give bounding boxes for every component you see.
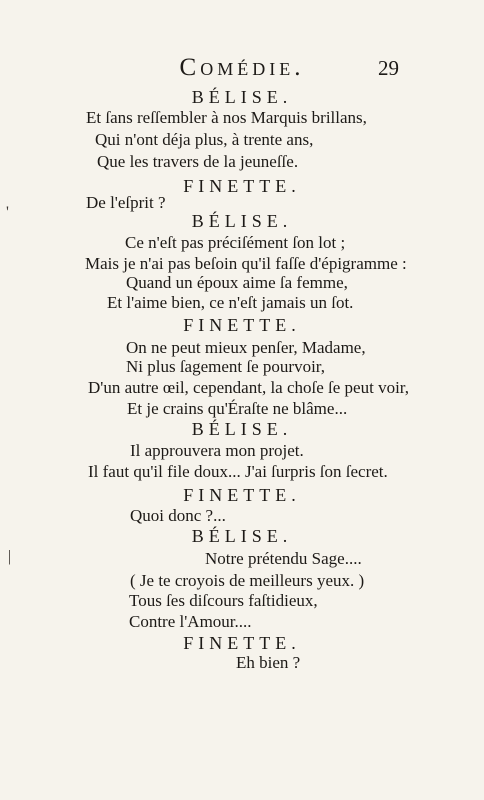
speaker-name: FINETTE.: [183, 633, 301, 653]
verse-line: Tous ſes diſcours faſtidieux,: [129, 591, 318, 610]
verse-line: Quand un époux aime ſa femme,: [126, 273, 348, 292]
speaker-name: BÉLISE.: [191, 419, 293, 439]
verse-line: Mais je n'ai pas beſoin qu'il faſſe d'épigramme :: [85, 254, 407, 273]
verse-line: Quoi donc ?...: [130, 506, 226, 525]
verse-line: Et je crains qu'Éraſte ne blâme...: [127, 399, 348, 418]
verse-line: Eh bien ?: [236, 653, 301, 672]
verse-line: Il approuvera mon projet.: [130, 441, 304, 460]
speaker-name: BÉLISE.: [191, 211, 293, 231]
speaker-name: FINETTE.: [183, 485, 301, 505]
verse-line: Qui n'ont déja plus, à trente ans,: [95, 130, 314, 149]
verse-line: Contre l'Amour....: [129, 612, 252, 631]
verse-line: ( Je te croyois de meilleurs yeux. ): [130, 571, 365, 590]
verse-line: Et ſans reſſembler à nos Marquis brillans,: [86, 108, 367, 127]
verse-line: On ne peut mieux penſer, Madame,: [126, 338, 366, 357]
verse-line: Et l'aime bien, ce n'eſt jamais un ſot.: [107, 293, 354, 312]
verse-line: D'un autre œil, cependant, la choſe ſe peut voir,: [88, 378, 410, 397]
verse-line: Que les travers de la jeuneſſe.: [97, 152, 299, 171]
running-header-title: Comédie.: [179, 54, 305, 81]
margin-mark-lower: |: [8, 548, 12, 565]
speaker-name: FINETTE.: [183, 176, 301, 196]
speaker-name: BÉLISE.: [191, 87, 293, 107]
verse-line: Ni plus ſagement ſe pourvoir,: [126, 357, 326, 376]
page-number: 29: [378, 56, 399, 80]
verse-line: Notre prétendu Sage....: [205, 549, 362, 568]
verse-line: De l'eſprit ?: [86, 193, 166, 212]
speaker-name: BÉLISE.: [191, 526, 293, 546]
verse-line: Ce n'eſt pas préciſément ſon lot ;: [125, 233, 346, 252]
speaker-name: FINETTE.: [183, 315, 301, 335]
verse-line: Il faut qu'il file doux... J'ai ſurpris ſon ſecret.: [88, 462, 388, 481]
margin-mark-upper: ': [6, 204, 9, 221]
